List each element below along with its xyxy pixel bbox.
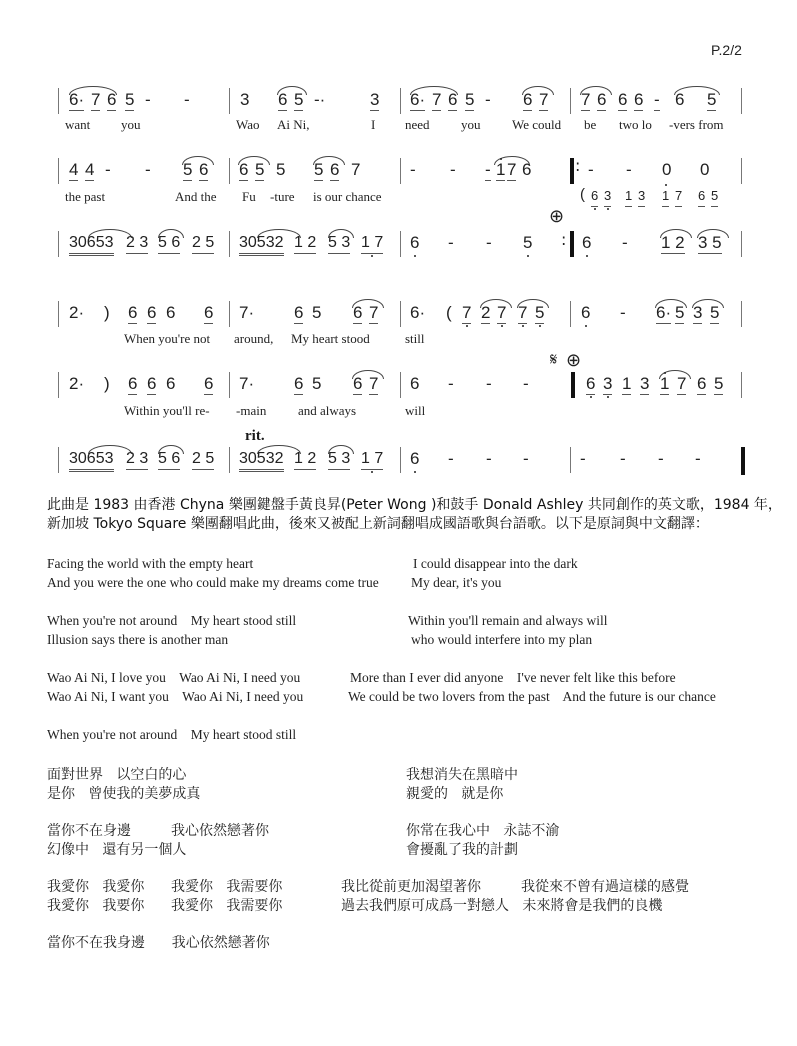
lyric: I xyxy=(371,117,376,132)
note: 6 xyxy=(330,160,340,179)
note: 7 xyxy=(351,160,361,179)
note: 5 xyxy=(707,90,717,109)
lyric-line: 你常在我心中 永誌不渝 xyxy=(406,823,560,839)
barline xyxy=(741,301,742,327)
dash: - xyxy=(105,160,111,179)
lyric-line: 我愛你 我要你 我愛你 我需要你 xyxy=(47,898,283,914)
note: 6 xyxy=(166,374,176,393)
lyric: around, xyxy=(234,331,274,346)
dash: -· xyxy=(314,90,326,109)
dash: - xyxy=(485,160,491,179)
note: 5 xyxy=(714,374,724,393)
lyric-line: 過去我們原可成爲一對戀人 未來將會是我們的良機 xyxy=(341,898,663,914)
dash: - xyxy=(620,449,626,468)
barline xyxy=(58,88,59,114)
note-low: 6 xyxy=(586,374,596,393)
lyric-line: 會擾亂了我的計劃 xyxy=(406,842,518,858)
note: 6· xyxy=(656,303,672,322)
note: 6 xyxy=(147,374,157,393)
note: 3 xyxy=(638,186,645,207)
barline xyxy=(58,158,59,184)
note: 6 xyxy=(107,90,117,109)
note-group: 1 2 xyxy=(661,233,685,252)
lyric-line: 我比從前更加渴望著你 我從來不曾有過這樣的感覺 xyxy=(341,879,690,895)
note: 6 xyxy=(166,303,176,322)
note: 5 xyxy=(294,90,304,109)
lyric: need xyxy=(405,117,430,132)
rest: 0 xyxy=(662,160,672,179)
lyric-line: And you were the one who could make my dreams come true xyxy=(47,575,379,590)
note: 2· xyxy=(69,374,85,393)
note: 6 xyxy=(128,374,138,393)
lyric-line: Wao Ai Ni, I want you Wao Ai Ni, I need you xyxy=(47,689,304,704)
lyric-line: 當你不在我身邊 我心依然戀著你 xyxy=(47,935,270,951)
lyric-line: 面對世界 以空白的心 xyxy=(47,767,187,783)
dash: - xyxy=(485,90,491,109)
barline xyxy=(58,301,59,327)
note-group: 30653 xyxy=(69,449,114,472)
lyric: you xyxy=(121,117,141,132)
lyric-line: Illusion says there is another man xyxy=(47,632,229,647)
note-high: 1 xyxy=(662,186,669,207)
lyric: and always xyxy=(298,403,357,418)
note: 7 xyxy=(677,374,687,393)
dash: - xyxy=(626,160,632,179)
lyric: you xyxy=(461,117,481,132)
dash: - xyxy=(622,233,628,252)
note-group: 2 5 xyxy=(192,233,214,254)
lyric: Fu xyxy=(242,189,256,204)
lyric: -vers from xyxy=(669,117,724,132)
note: 6 xyxy=(239,160,249,179)
note: 5 xyxy=(465,90,475,109)
lyric-line: 是你 曾使我的美夢成真 xyxy=(47,786,201,802)
dash: - xyxy=(448,233,454,252)
barline xyxy=(570,447,571,473)
barline xyxy=(741,88,742,114)
dash: - xyxy=(580,449,586,468)
dash: - xyxy=(523,449,529,468)
note: 6· xyxy=(410,303,426,322)
note-group: 1 2 xyxy=(294,449,316,470)
barline xyxy=(229,231,230,257)
note: 5 xyxy=(125,90,135,109)
lyric-line: 當你不在身邊 我心依然戀著你 xyxy=(47,823,270,839)
song-introduction xyxy=(47,496,787,534)
note: 5 xyxy=(276,160,286,179)
note: 6 xyxy=(204,303,214,322)
note-group: 1 7 xyxy=(361,233,383,254)
final-barline xyxy=(741,447,745,475)
lyric-line: Facing the world with the empty heart xyxy=(47,556,254,571)
barline xyxy=(58,447,59,473)
note: 6 xyxy=(634,90,644,109)
note: 1 xyxy=(622,374,632,393)
note: 7 xyxy=(507,160,517,179)
note: 6 xyxy=(199,160,209,179)
note: 2· xyxy=(69,303,85,322)
note: 7· xyxy=(239,303,255,322)
lyric-line: 我愛你 我愛你 我愛你 我需要你 xyxy=(47,879,283,895)
note: 6 xyxy=(697,374,707,393)
note-group: 2 5 xyxy=(192,449,214,470)
repeat-colon: : xyxy=(561,230,567,249)
note: 6 xyxy=(353,303,363,322)
lyric-line: who would interfere into my plan xyxy=(411,632,593,647)
lyric: Within you'll re- xyxy=(124,403,210,418)
note-group: 30532 xyxy=(239,449,284,472)
barline xyxy=(400,158,401,184)
dash: - xyxy=(523,374,529,393)
note: 7 xyxy=(369,374,379,393)
note: 4 xyxy=(69,160,79,179)
repeat-colon: : xyxy=(575,156,581,175)
note-low: 3 xyxy=(603,374,613,393)
repeat-start-barline xyxy=(570,158,574,184)
note-group: 5 6 xyxy=(158,449,180,470)
tempo-marking: rit. xyxy=(245,428,265,444)
note: 6 xyxy=(448,90,458,109)
note: 7· xyxy=(239,374,255,393)
coda-icon: ⊕ xyxy=(549,206,565,227)
note: 3 xyxy=(240,90,250,109)
paren-open: ( xyxy=(446,303,452,322)
note: 5 xyxy=(711,186,718,207)
note: 7 xyxy=(432,90,442,109)
barline xyxy=(741,231,742,257)
note: 6 xyxy=(698,186,705,207)
intro-line-2: 新加坡 Tokyo Square 樂團翻唱此曲，後來又被配上新詞翻唱成國語歌與台語歌。以下是原詞與中文翻譯： xyxy=(47,516,709,532)
barline xyxy=(400,372,401,398)
barline xyxy=(570,88,571,114)
note: 7 xyxy=(581,90,591,109)
note: 6 xyxy=(618,90,628,109)
note: 3 xyxy=(640,374,650,393)
barline xyxy=(229,301,230,327)
note: 6 xyxy=(597,90,607,109)
lyric: is our chance xyxy=(313,189,382,204)
note: 6· xyxy=(410,90,426,109)
lyric-line: When you're not around My heart stood still xyxy=(47,613,297,628)
segno-icon: 𝄋 xyxy=(550,350,558,370)
note-group: 1 2 xyxy=(294,233,316,254)
lyric-line: I could disappear into the dark xyxy=(413,556,578,571)
note: 5 xyxy=(675,303,685,322)
note-group: 5 3 xyxy=(328,449,350,470)
lyric-line: 幻像中 還有另一個人 xyxy=(47,842,187,858)
note: 5 xyxy=(312,374,322,393)
barline xyxy=(58,372,59,398)
lyric: Wao xyxy=(236,117,260,132)
note: 5 xyxy=(183,160,193,179)
note: 7 xyxy=(91,90,101,109)
barline xyxy=(229,158,230,184)
barline xyxy=(400,231,401,257)
lyric: the past xyxy=(65,189,106,204)
note: 6 xyxy=(128,303,138,322)
lyric: Ai Ni, xyxy=(277,117,310,132)
note: 7 xyxy=(675,186,682,207)
note: 5 xyxy=(312,303,322,322)
lyric-line: My dear, it's you xyxy=(411,575,502,590)
note: 6· xyxy=(69,90,85,109)
note: 6 xyxy=(278,90,288,109)
dash: - xyxy=(486,374,492,393)
note-low: 6 xyxy=(410,449,420,468)
note-high: 1 xyxy=(496,160,506,179)
note-high: 1 xyxy=(660,374,670,393)
dash: - xyxy=(654,90,660,109)
barline xyxy=(400,301,401,327)
note: 6 xyxy=(353,374,363,393)
lyric: We could xyxy=(512,117,562,132)
dash: - xyxy=(184,90,190,109)
note-group: 3 5 xyxy=(698,233,722,252)
note-group: 5 3 xyxy=(328,233,350,254)
coda-icon: ⊕ xyxy=(566,350,582,371)
barline xyxy=(400,447,401,473)
note-low: 6 xyxy=(410,233,420,252)
lyric: will xyxy=(405,403,426,418)
note: 6 xyxy=(294,303,304,322)
note-group: 2 3 xyxy=(126,233,148,254)
note: 6 xyxy=(675,90,685,109)
note-low: 5 xyxy=(523,233,533,252)
lyric: two lo xyxy=(619,117,652,132)
lyric: -main xyxy=(236,403,267,418)
note: 5 xyxy=(314,160,324,179)
repeat-end-barline xyxy=(570,231,574,257)
lyric: be xyxy=(584,117,597,132)
note: 4 xyxy=(85,160,95,179)
lyric-line: When you're not around My heart stood still xyxy=(47,727,297,742)
paren-close: ) xyxy=(104,374,110,393)
note-low: 5 xyxy=(535,303,545,322)
dash: - xyxy=(448,449,454,468)
note: 3 xyxy=(370,90,380,109)
lyric-line: Within you'll remain and always will xyxy=(408,613,608,628)
note: 6 xyxy=(294,374,304,393)
note-low: 7 xyxy=(518,303,528,322)
dash: - xyxy=(658,449,664,468)
note: 6 xyxy=(523,90,533,109)
section-barline xyxy=(571,372,575,398)
dash: - xyxy=(486,449,492,468)
note-low: 7 xyxy=(497,303,507,322)
note-low: 6 xyxy=(582,233,592,252)
intro-line-1: 此曲是 1983 由香港 Chyna 樂團鍵盤手黃良昇(Peter Wong )和鼓手 Donald Ashley 共同創作的英文歌，1984 年， xyxy=(47,497,782,513)
lyric: still xyxy=(405,331,425,346)
lyric-line: 我想消失在黑暗中 xyxy=(406,767,518,783)
lyric-line: Wao Ai Ni, I love you Wao Ai Ni, I need you xyxy=(47,670,301,685)
barline xyxy=(741,372,742,398)
page-number: P.2/2 xyxy=(711,42,742,58)
note: 6 xyxy=(147,303,157,322)
dash: - xyxy=(450,160,456,179)
lyric: -ture xyxy=(270,189,295,204)
barline xyxy=(229,88,230,114)
note-group: 2 3 xyxy=(126,449,148,470)
note: 7 xyxy=(369,303,379,322)
note-group: 30532 xyxy=(239,233,284,256)
dash: - xyxy=(448,374,454,393)
lyric: My heart stood xyxy=(291,331,370,346)
note-low: 6 xyxy=(581,303,591,322)
dash: - xyxy=(486,233,492,252)
lyric-line: 親愛的 就是你 xyxy=(406,786,504,802)
dash: - xyxy=(588,160,594,179)
paren-close: ) xyxy=(104,303,110,322)
note: 5 xyxy=(255,160,265,179)
note-group: 1 7 xyxy=(361,449,383,470)
note: 2 xyxy=(481,303,491,322)
rest: 0 xyxy=(700,160,710,179)
barline xyxy=(58,231,59,257)
barline xyxy=(741,158,742,184)
barline xyxy=(570,301,571,327)
note-group: 5 6 xyxy=(158,233,180,254)
note: 1 xyxy=(625,186,632,207)
dash: - xyxy=(620,303,626,322)
note: 6 xyxy=(522,160,532,179)
barline xyxy=(400,88,401,114)
dash: - xyxy=(695,449,701,468)
note: 5 xyxy=(710,303,720,322)
note-low: 3 xyxy=(604,186,611,207)
note: 6 xyxy=(410,374,420,393)
note: 3 xyxy=(693,303,703,322)
lyric: want xyxy=(65,117,91,132)
lyric: When you're not xyxy=(124,331,211,346)
note: 6 xyxy=(204,374,214,393)
dash: - xyxy=(145,160,151,179)
note-low: 6 xyxy=(591,186,598,207)
note-group: 30653 xyxy=(69,233,114,256)
paren-open: ( xyxy=(580,186,585,203)
lyric-line: More than I ever did anyone I've never felt like this before xyxy=(350,670,676,685)
note: 7 xyxy=(539,90,549,109)
lyric: And the xyxy=(175,189,217,204)
dash: - xyxy=(410,160,416,179)
dash: - xyxy=(145,90,151,109)
lyric-line: We could be two lovers from the past And the future is our chance xyxy=(348,689,716,704)
barline xyxy=(229,372,230,398)
note-low: 7 xyxy=(462,303,472,322)
barline xyxy=(229,447,230,473)
